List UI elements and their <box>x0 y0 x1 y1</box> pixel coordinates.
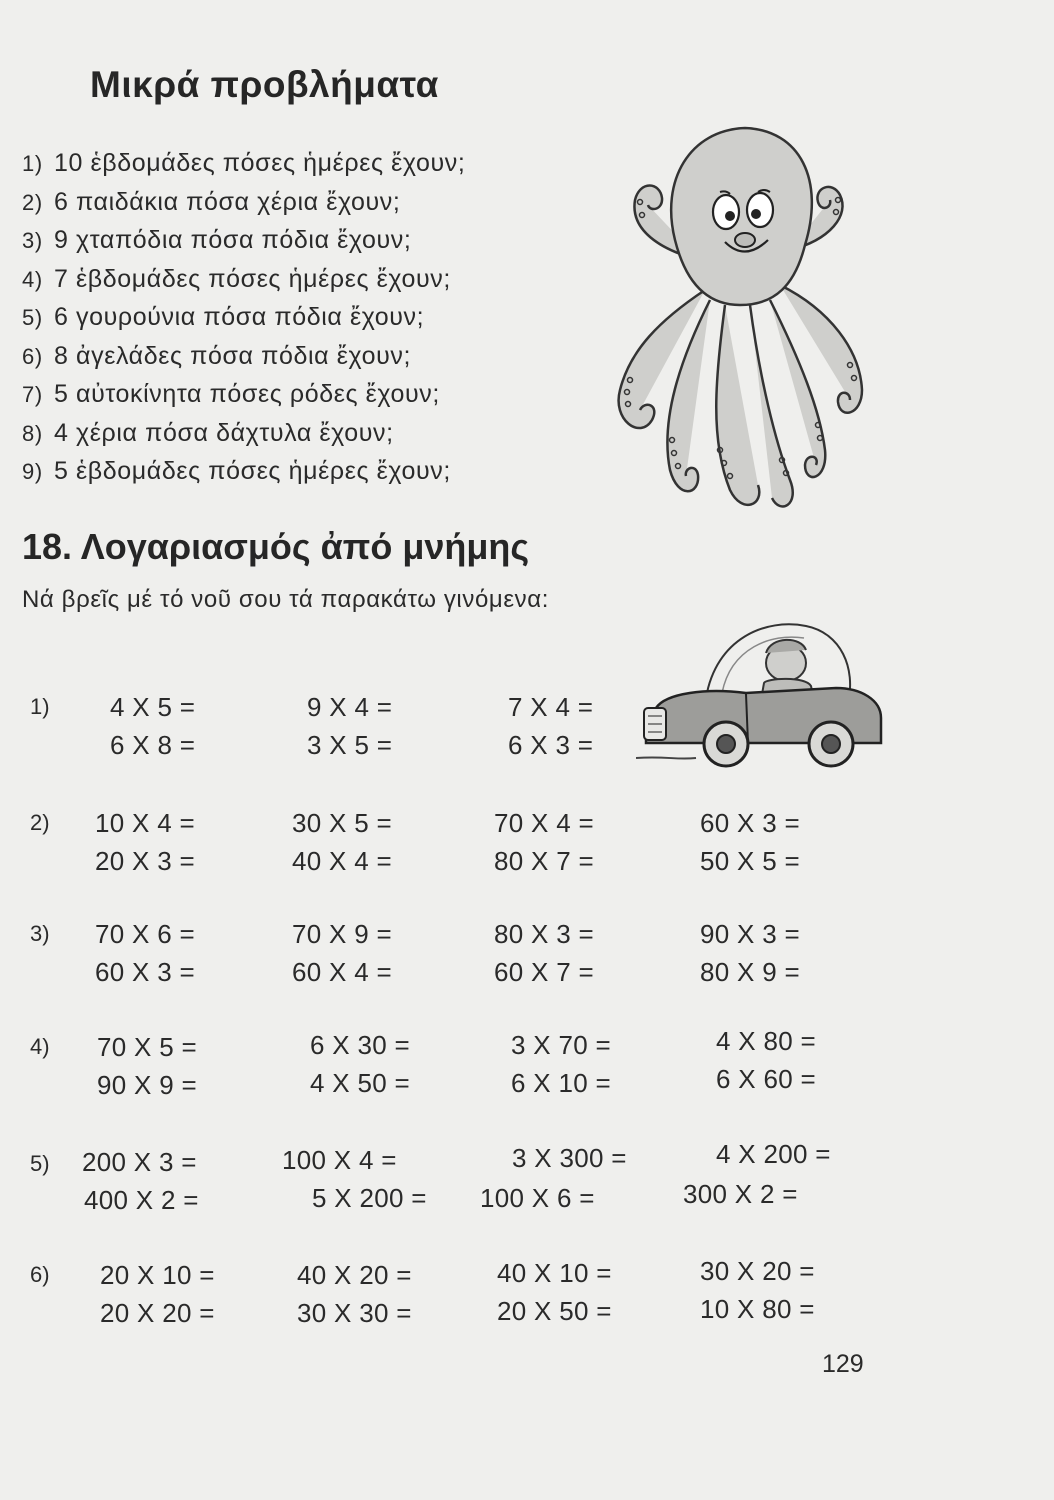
problem-number: 9) <box>22 459 43 484</box>
car-illustration <box>636 608 886 788</box>
problem-text: 10 ἑβδομάδες πόσες ἡμέρες ἔχουν; <box>54 149 466 177</box>
multiplication-item: 400 X 2 = <box>84 1185 199 1215</box>
list-item <box>22 452 622 491</box>
multiplication-item: 90 X 3 = <box>700 919 800 949</box>
multiplication-item: 4 X 80 = <box>716 1026 816 1056</box>
multiplication-item: 70 X 9 = <box>292 919 392 949</box>
list-item <box>22 375 622 414</box>
multiplication-item: 70 X 5 = <box>97 1032 197 1062</box>
exercise-number: 1) <box>30 694 50 719</box>
multiplication-item: 6 X 8 = <box>110 730 196 760</box>
multiplication-item: 20 X 10 = <box>100 1260 215 1290</box>
multiplication-item: 6 X 3 = <box>508 730 594 760</box>
problem-text: 7 ἑβδομάδες πόσες ἡμέρες ἔχουν; <box>54 264 451 293</box>
multiplication-item: 20 X 50 = <box>497 1296 612 1326</box>
multiplication-item: 20 X 20 = <box>100 1298 215 1328</box>
word-problems-list <box>22 144 622 491</box>
multiplication-item: 80 X 7 = <box>494 846 594 876</box>
exercise-number: 3) <box>30 921 50 946</box>
multiplication-item: 4 X 50 = <box>310 1068 410 1098</box>
multiplication-item: 60 X 7 = <box>494 957 594 987</box>
multiplication-item: 300 X 2 = <box>683 1179 798 1209</box>
section-instruction: Νά βρεῖς μέ τό νοῦ σου τά παρακάτω γινόμενα: <box>22 586 549 613</box>
problem-text: 6 γουρούνια πόσα πόδια ἔχουν; <box>54 303 425 331</box>
octopus-illustration <box>600 120 880 530</box>
problem-text: 5 ἑβδομάδες πόσες ἡμέρες ἔχουν; <box>54 457 451 485</box>
problem-number: 4) <box>22 266 43 292</box>
multiplication-item: 30 X 5 = <box>292 808 392 838</box>
problem-number: 3) <box>22 228 43 253</box>
multiplication-item: 3 X 70 = <box>511 1030 611 1060</box>
problem-number: 6) <box>22 343 43 369</box>
list-item <box>22 144 622 183</box>
problem-text: 5 αὐτοκίνητα πόσες ρόδες ἔχουν; <box>54 380 440 408</box>
multiplication-item: 60 X 3 = <box>95 957 195 987</box>
problem-text: 9 χταπόδια πόσα πόδια ἔχουν; <box>54 226 412 254</box>
exercise-number: 2) <box>30 810 50 835</box>
multiplication-item: 30 X 30 = <box>297 1298 412 1328</box>
multiplication-item: 6 X 60 = <box>716 1064 816 1094</box>
multiplication-item: 4 X 200 = <box>716 1139 831 1169</box>
multiplication-item: 6 X 30 = <box>310 1030 410 1060</box>
multiplication-item: 6 X 10 = <box>511 1068 611 1098</box>
multiplication-item: 40 X 4 = <box>292 846 392 876</box>
multiplication-item: 60 X 4 = <box>292 957 392 987</box>
list-item <box>22 260 622 299</box>
multiplication-item: 30 X 20 = <box>700 1256 815 1286</box>
list-item <box>22 221 622 260</box>
exercise-number: 6) <box>30 1262 50 1287</box>
multiplication-item: 20 X 3 = <box>95 846 195 876</box>
problem-number: 1) <box>22 151 43 176</box>
problem-number: 5) <box>22 305 43 330</box>
multiplication-item: 10 X 4 = <box>95 808 195 838</box>
page-number: 129 <box>822 1350 864 1378</box>
multiplication-item: 60 X 3 = <box>700 808 800 838</box>
multiplication-item: 200 X 3 = <box>82 1147 197 1177</box>
multiplication-item: 80 X 3 = <box>494 919 594 949</box>
multiplication-item: 70 X 6 = <box>95 919 195 949</box>
exercise-number: 5) <box>30 1151 50 1176</box>
problem-text: 4 χέρια πόσα δάχτυλα ἔχουν; <box>54 418 394 447</box>
multiplication-item: 10 X 80 = <box>700 1294 815 1324</box>
multiplication-item: 100 X 6 = <box>480 1183 595 1213</box>
multiplication-item: 4 X 5 = <box>110 692 196 722</box>
multiplication-item: 3 X 300 = <box>512 1143 627 1173</box>
problem-text: 8 ἀγελάδες πόσα πόδια ἔχουν; <box>54 341 411 370</box>
multiplication-item: 50 X 5 = <box>700 846 800 876</box>
multiplication-item: 9 X 4 = <box>307 692 393 722</box>
problem-number: 8) <box>22 420 43 446</box>
exercise-number: 4) <box>30 1034 50 1059</box>
list-item <box>22 298 622 337</box>
page-title: Μικρά προβλήματα <box>90 64 439 105</box>
problem-number: 2) <box>22 189 43 215</box>
multiplication-item: 3 X 5 = <box>307 730 393 760</box>
multiplication-item: 80 X 9 = <box>700 957 800 987</box>
list-item <box>22 337 622 376</box>
multiplication-item: 70 X 4 = <box>494 808 594 838</box>
multiplication-item: 40 X 20 = <box>297 1260 412 1290</box>
list-item <box>22 414 622 453</box>
section-title: 18. Λογαριασμός ἀπό μνήμης <box>22 526 530 567</box>
multiplication-item: 7 X 4 = <box>508 692 594 722</box>
multiplication-item: 5 X 200 = <box>312 1183 427 1213</box>
multiplication-item: 90 X 9 = <box>97 1070 197 1100</box>
multiplication-item: 40 X 10 = <box>497 1258 612 1288</box>
problem-number: 7) <box>22 382 43 407</box>
problem-text: 6 παιδάκια πόσα χέρια ἔχουν; <box>54 187 401 216</box>
multiplication-item: 100 X 4 = <box>282 1145 397 1175</box>
list-item <box>22 183 622 222</box>
